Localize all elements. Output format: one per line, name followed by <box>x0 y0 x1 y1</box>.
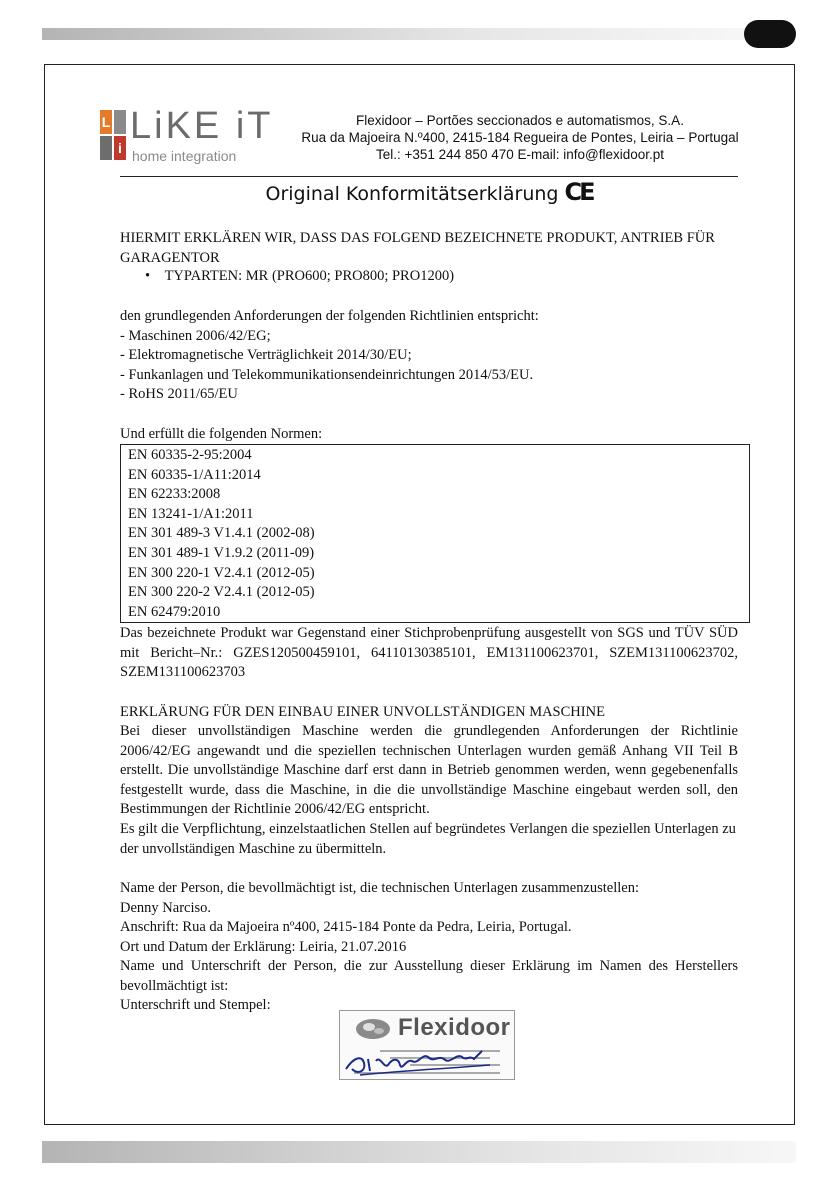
authorized-person-label: Name der Person, die bevollmächtigt ist, die technischen Unterlagen zusammenzustellen: <box>120 880 640 896</box>
norm-item: EN 62479:2010 <box>128 603 221 620</box>
norm-item: EN 300 220-2 V2.4.1 (2012-05) <box>128 584 315 601</box>
stamp-emblem-icon <box>354 1017 392 1041</box>
norm-item: EN 301 489-1 V1.9.2 (2011-09) <box>128 544 315 561</box>
stamp-brand: Flexidoor <box>398 1014 511 1041</box>
handwritten-signature <box>340 1039 515 1080</box>
address-text: Anschrift: Rua da Majoeira nº400, 2415-184 Ponte da Pedra, Leiria, Portugal. <box>120 919 572 935</box>
directive-item: - Funkanlagen und Telekommunikationsendeinrichtungen 2014/53/EU. <box>120 367 534 383</box>
footer-gradient-bar <box>42 1141 796 1163</box>
norms-intro: Und erfüllt die folgenden Normen: <box>120 426 323 442</box>
place-date-text: Ort und Datum der Erklärung: Leiria, 21.07.2016 <box>120 939 407 955</box>
norm-item: EN 60335-1/A11:2014 <box>128 466 261 483</box>
logo-name: LiKE iT <box>130 105 274 147</box>
header-gradient-bar <box>42 28 752 40</box>
directive-item: - RoHS 2011/65/EU <box>120 386 238 402</box>
company-name: Flexidoor – Portões seccionados e automatismos, S.A. <box>356 113 684 128</box>
document-title: Original Konformitätserklärung <box>265 183 559 205</box>
company-info <box>290 112 750 163</box>
incomplete-machine-heading: ERKLÄRUNG FÜR DEN EINBAU EINER UNVOLLSTÄNDIGEN MASCHINE <box>120 704 605 720</box>
document-title-row <box>120 178 738 206</box>
company-stamp <box>339 1010 515 1080</box>
norm-item: EN 300 220-1 V2.4.1 (2012-05) <box>128 564 315 581</box>
test-report-text: Das bezeichnete Produkt war Gegenstand einer Stichprobenprüfung ausgestellt von SGS und TÜV SÜD mit Bericht–Nr.: GZES120500459101, 64110130385101, EM131100623701, SZEM131100623702, SZEM131100623703 <box>120 625 738 680</box>
company-contact: Tel.: +351 244 850 470 E-mail: info@flexidoor.pt <box>375 147 664 162</box>
signatory-label: Name und Unterschrift der Person, die zur Ausstellung dieser Erklärung im Namen des Herstellers bevollmächtigt ist: <box>120 958 738 994</box>
norm-item: EN 13241-1/A1:2011 <box>128 505 254 522</box>
product-types-item <box>145 268 454 285</box>
logo-letter-l: L <box>100 110 112 134</box>
signature-stamp-label: Unterschrift und Stempel: <box>120 997 271 1013</box>
norm-item: EN 62233:2008 <box>128 486 221 503</box>
norms-list <box>128 446 315 622</box>
logo-square-grey <box>114 110 126 134</box>
authorized-person-name: Denny Narciso. <box>120 900 212 916</box>
incomplete-machine-text: Bei dieser unvollständigen Maschine werden die grundlegenden Anforderungen der Richtlinie 2006/42/EG angewandt und die speziellen technischen Unterlagen wurden gemäß Anhang VII Teil B erstellt. Die unvollständige Maschine darf erst dann in Betrieb genommen werden, wenn gegebenenfalls festgestellt wurde, dass die Maschine, in die die unvollständige Maschine eingebaut werden soll, den Bestimmungen der Richtlinie 2006/42/EG entspricht. <box>120 723 738 817</box>
directive-item: - Maschinen 2006/42/EG; <box>120 328 271 344</box>
logo-letter-i: i <box>114 136 126 160</box>
header-divider <box>120 176 738 177</box>
norm-item: EN 301 489-3 V1.4.1 (2002-08) <box>128 525 315 542</box>
logo-square-dark <box>100 136 112 160</box>
norm-item: EN 60335-2-95:2004 <box>128 447 252 463</box>
logo-tagline: home integration <box>132 148 237 164</box>
page-number-badge <box>744 20 796 48</box>
logo-squares <box>100 110 126 162</box>
declaration-text: HIERMIT ERKLÄREN WIR, DASS DAS FOLGEND BEZEICHNETE PRODUKT, ANTRIEB FÜR GARAGENTOR <box>120 230 715 266</box>
obligation-text: Es gilt die Verpflichtung, einzelstaatlichen Stellen auf begründetes Verlangen die speziellen Unterlagen zu der unvollständigen Maschine zu übermitteln. <box>120 821 736 857</box>
directive-item: - Elektromagnetische Verträglichkeit 2014/30/EU; <box>120 347 412 363</box>
product-types: TYPARTEN: MR (PRO600; PRO800; PRO1200) <box>164 268 455 284</box>
company-address: Rua da Majoeira N.º400, 2415-184 Regueira de Pontes, Leiria – Portugal <box>301 130 739 145</box>
ce-mark-icon: CE <box>564 178 593 206</box>
directives-intro: den grundlegenden Anforderungen der folgenden Richtlinien entspricht: <box>120 308 539 324</box>
likeit-logo <box>100 105 280 166</box>
bullet-icon: • <box>145 268 151 284</box>
